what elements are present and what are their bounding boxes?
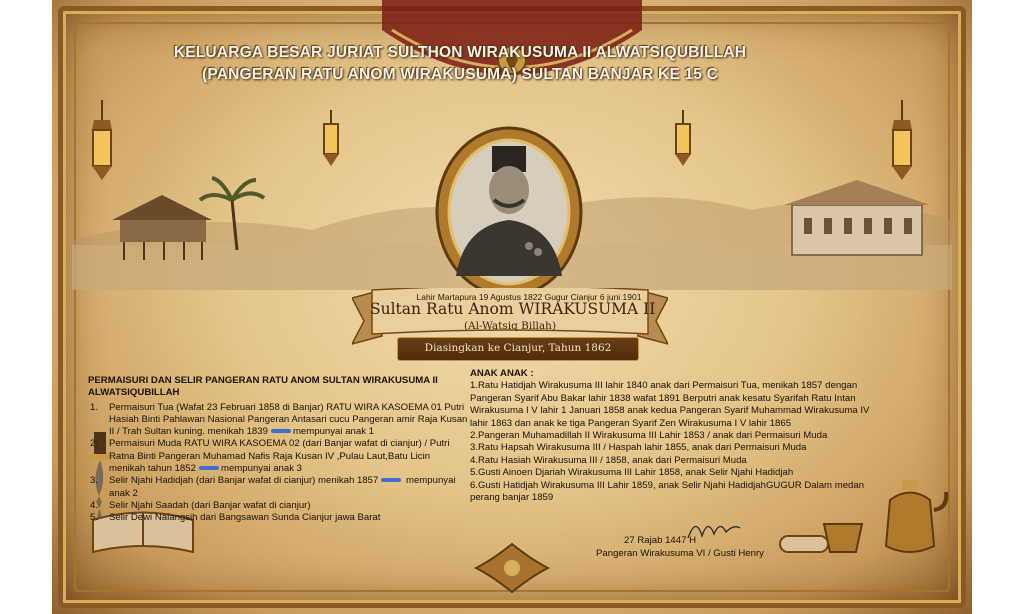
exile-text: Diasingkan ke Cianjur, Tahun 1862: [424, 342, 612, 354]
scroll-icon: [774, 528, 834, 560]
bottom-ornament: [472, 540, 552, 596]
list-item: 4. Selir Njahi Saadah (dari Banjar wafat di cianjur): [90, 499, 311, 511]
children-section: [470, 368, 890, 504]
signature-date: 27 Rajab 1447 H: [624, 535, 697, 546]
sultan-epithet: (Al-Watsiq Billah): [463, 320, 557, 332]
list-item: 5. Selir Dewi Nalangsih dari Bangsawan Sunda Cianjur jawa Barat: [90, 512, 381, 524]
list-item: 1.Ratu Hatidjah Wirakusuma III lahir 1840 anak dari Permaisuri Tua, menikah 1857 dengan Pangeran Syarif Abu Bakar lahir 1838 wafat 1891 Berputri anak kesatu Syarifah Ratu Intan Wirakusuma I V lahir 1 Januari 1858 anak kedua Pangeran Syarif Muhammad Wirakusuma IV lahir 1863 dan anak ke tiga Pangeran Syarif Zen Wirakusuma I V lahir 1865: [470, 380, 870, 429]
page-title-line-1: KELUARGA BESAR JURIAT SULTHON WIRAKUSUMA II ALWATSIQUBILLAH: [173, 44, 747, 61]
arrow-icon: [381, 478, 401, 482]
sultan-name: Sultan Ratu Anom WIRAKUSUMA II: [370, 300, 656, 318]
list-item: 2.Pangeran Muhamadillah II Wirakusuma III Lahir 1853 / anak dari Permaisuri Muda: [470, 430, 828, 442]
list-item: 3.Ratu Hapsah Wirakusuma III / Haspah lahir 1855, anak dari Permaisuri Muda: [470, 442, 807, 454]
wives-section: [88, 375, 468, 525]
wives-list: [88, 402, 468, 525]
portrait-medallion: [434, 126, 584, 302]
birth-death-label: Lahir Martapura 19 Agustus 1822 Gugur Cianjur 6 juni 1901: [416, 292, 642, 302]
children-heading: ANAK ANAK :: [470, 368, 534, 379]
signature-name: Pangeran Wirakusuma VI / Gusti Henry: [596, 548, 764, 559]
list-item: 4.Ratu Hasiah Wirakusuma III / 1858, anak dari Permaisuri Muda: [470, 454, 747, 466]
arrow-icon: [199, 466, 219, 470]
list-item: 2. Permaisuri Muda RATU WIRA KASOEMA 02 (dari Banjar wafat di cianjur) / Putri Ratna Binti Pangeran Muhamad Nafis Raja Kusan IV ,Pulau Laut,Batu Licin menikah tahun 1852 mempunyai anak 3: [90, 438, 450, 475]
list-item: 3. Selir Njahi Hadidjah (dari Banjar wafat di cianjur) menikah 1857 mempunyai anak 2: [90, 475, 456, 499]
list-item: 1. Permaisuri Tua (Wafat 23 Februari 1858 di Banjar) RATU WIRA KASOEMA 01 Putri Hasiah Binti Pahlawan Nasional Pangeran Antasari cucu Pangeran amir Raja Kusan II / Trah Sultan kuning. menikah 1839 mempunyai anak 1: [90, 401, 468, 438]
wives-heading: PERMAISURI DAN SELIR PANGERAN RATU ANOM SULTAN WIRAKUSUMA II ALWATSIQUBILLAH: [88, 375, 438, 399]
list-item: 5.Gusti Ainoen Djariah Wirakusuma III Lahir 1858, anak Selir Njahi Hadidjah: [470, 467, 794, 479]
page-title-line-2: (PANGERAN RATU ANOM WIRAKUSUMA) SULTAN BANJAR KE 15 C: [201, 66, 719, 83]
arrow-icon: [271, 429, 291, 433]
list-item: 6.Gusti Hatidjah Wirakusuma III Lahir 1859, anak Selir Njahi HadidjahGUGUR Dalam medan perang banjar 1859: [470, 479, 865, 504]
